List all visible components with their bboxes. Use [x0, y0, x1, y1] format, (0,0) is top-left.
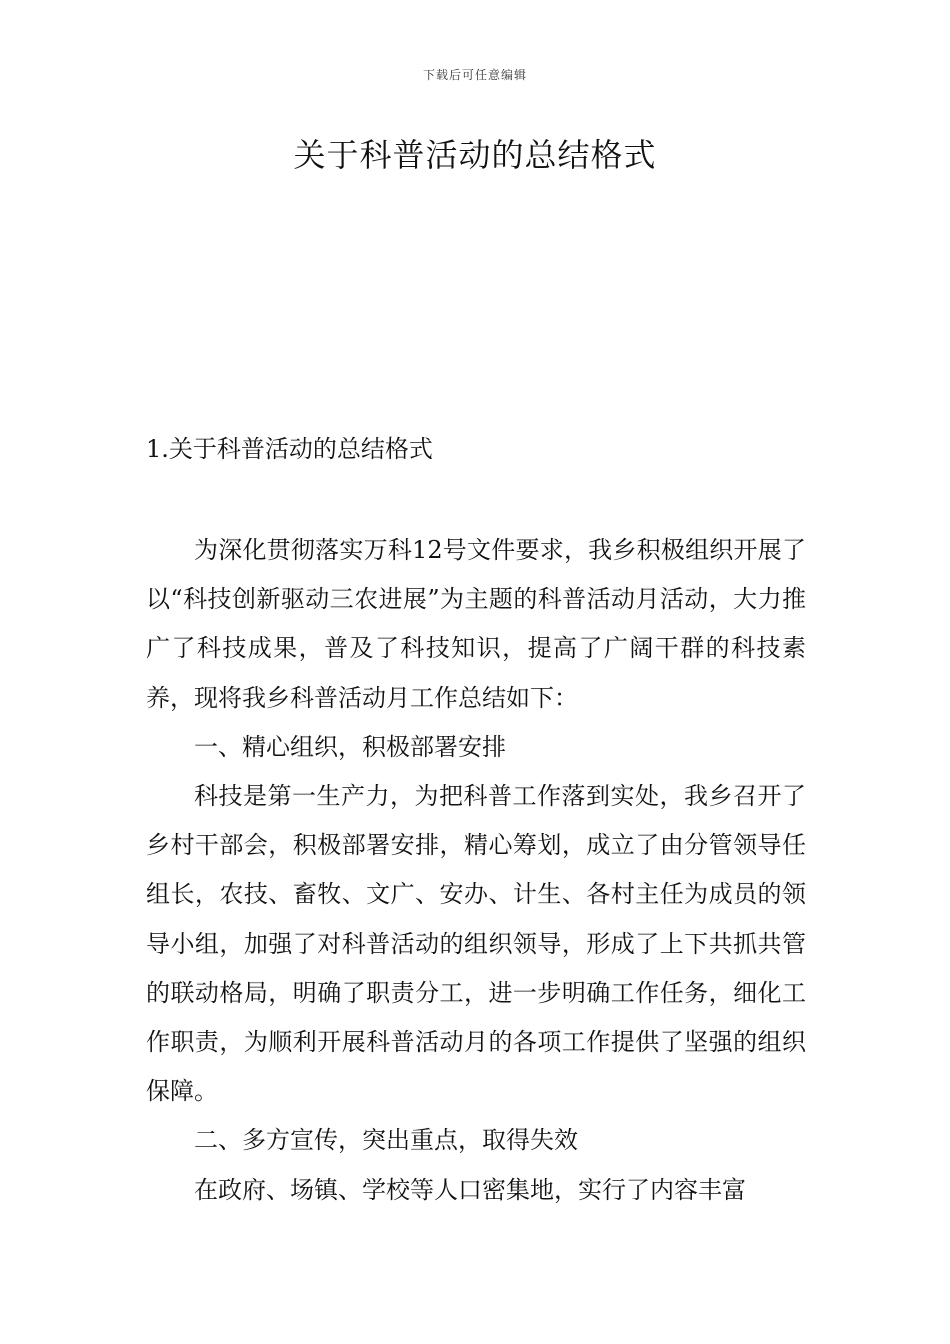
subheading-publicity: 二、多方宣传，突出重点，取得失效	[194, 1126, 578, 1155]
document-title: 关于科普活动的总结格式	[293, 136, 657, 174]
subheading-organize: 一、精心组织，积极部署安排	[194, 732, 506, 761]
paragraph-intro: 为深化贯彻落实万科12号文件要求，我乡积极组织开展了以“科技创新驱动三农进展”为主题的科普活动月活动，大力推广了科技成果，普及了科技知识，提高了广阔干群的科技素养，现将我乡科普活动月工作总结如下：	[146, 536, 806, 712]
document-body	[146, 526, 806, 1215]
section-heading: 1.关于科普活动的总结格式	[146, 435, 433, 463]
paragraph-publicity: 在政府、场镇、学校等人口密集地，实行了内容丰富	[194, 1175, 746, 1204]
header-note: 下载后可任意编辑	[422, 68, 527, 82]
paragraph-organize: 科技是第一生产力，为把科普工作落到实处，我乡召开了乡村干部会，积极部署安排，精心筹划，成立了由分管领导任组长，农技、畜牧、文广、安办、计生、各村主任为成员的领导小组，加强了对科普活动的组织领导，形成了上下共抓共管的联动格局，明确了职责分工，进一步明确工作任务，细化工作职责，为顺利开展科普活动月的各项工作提供了坚强的组织保障。	[146, 782, 806, 1106]
